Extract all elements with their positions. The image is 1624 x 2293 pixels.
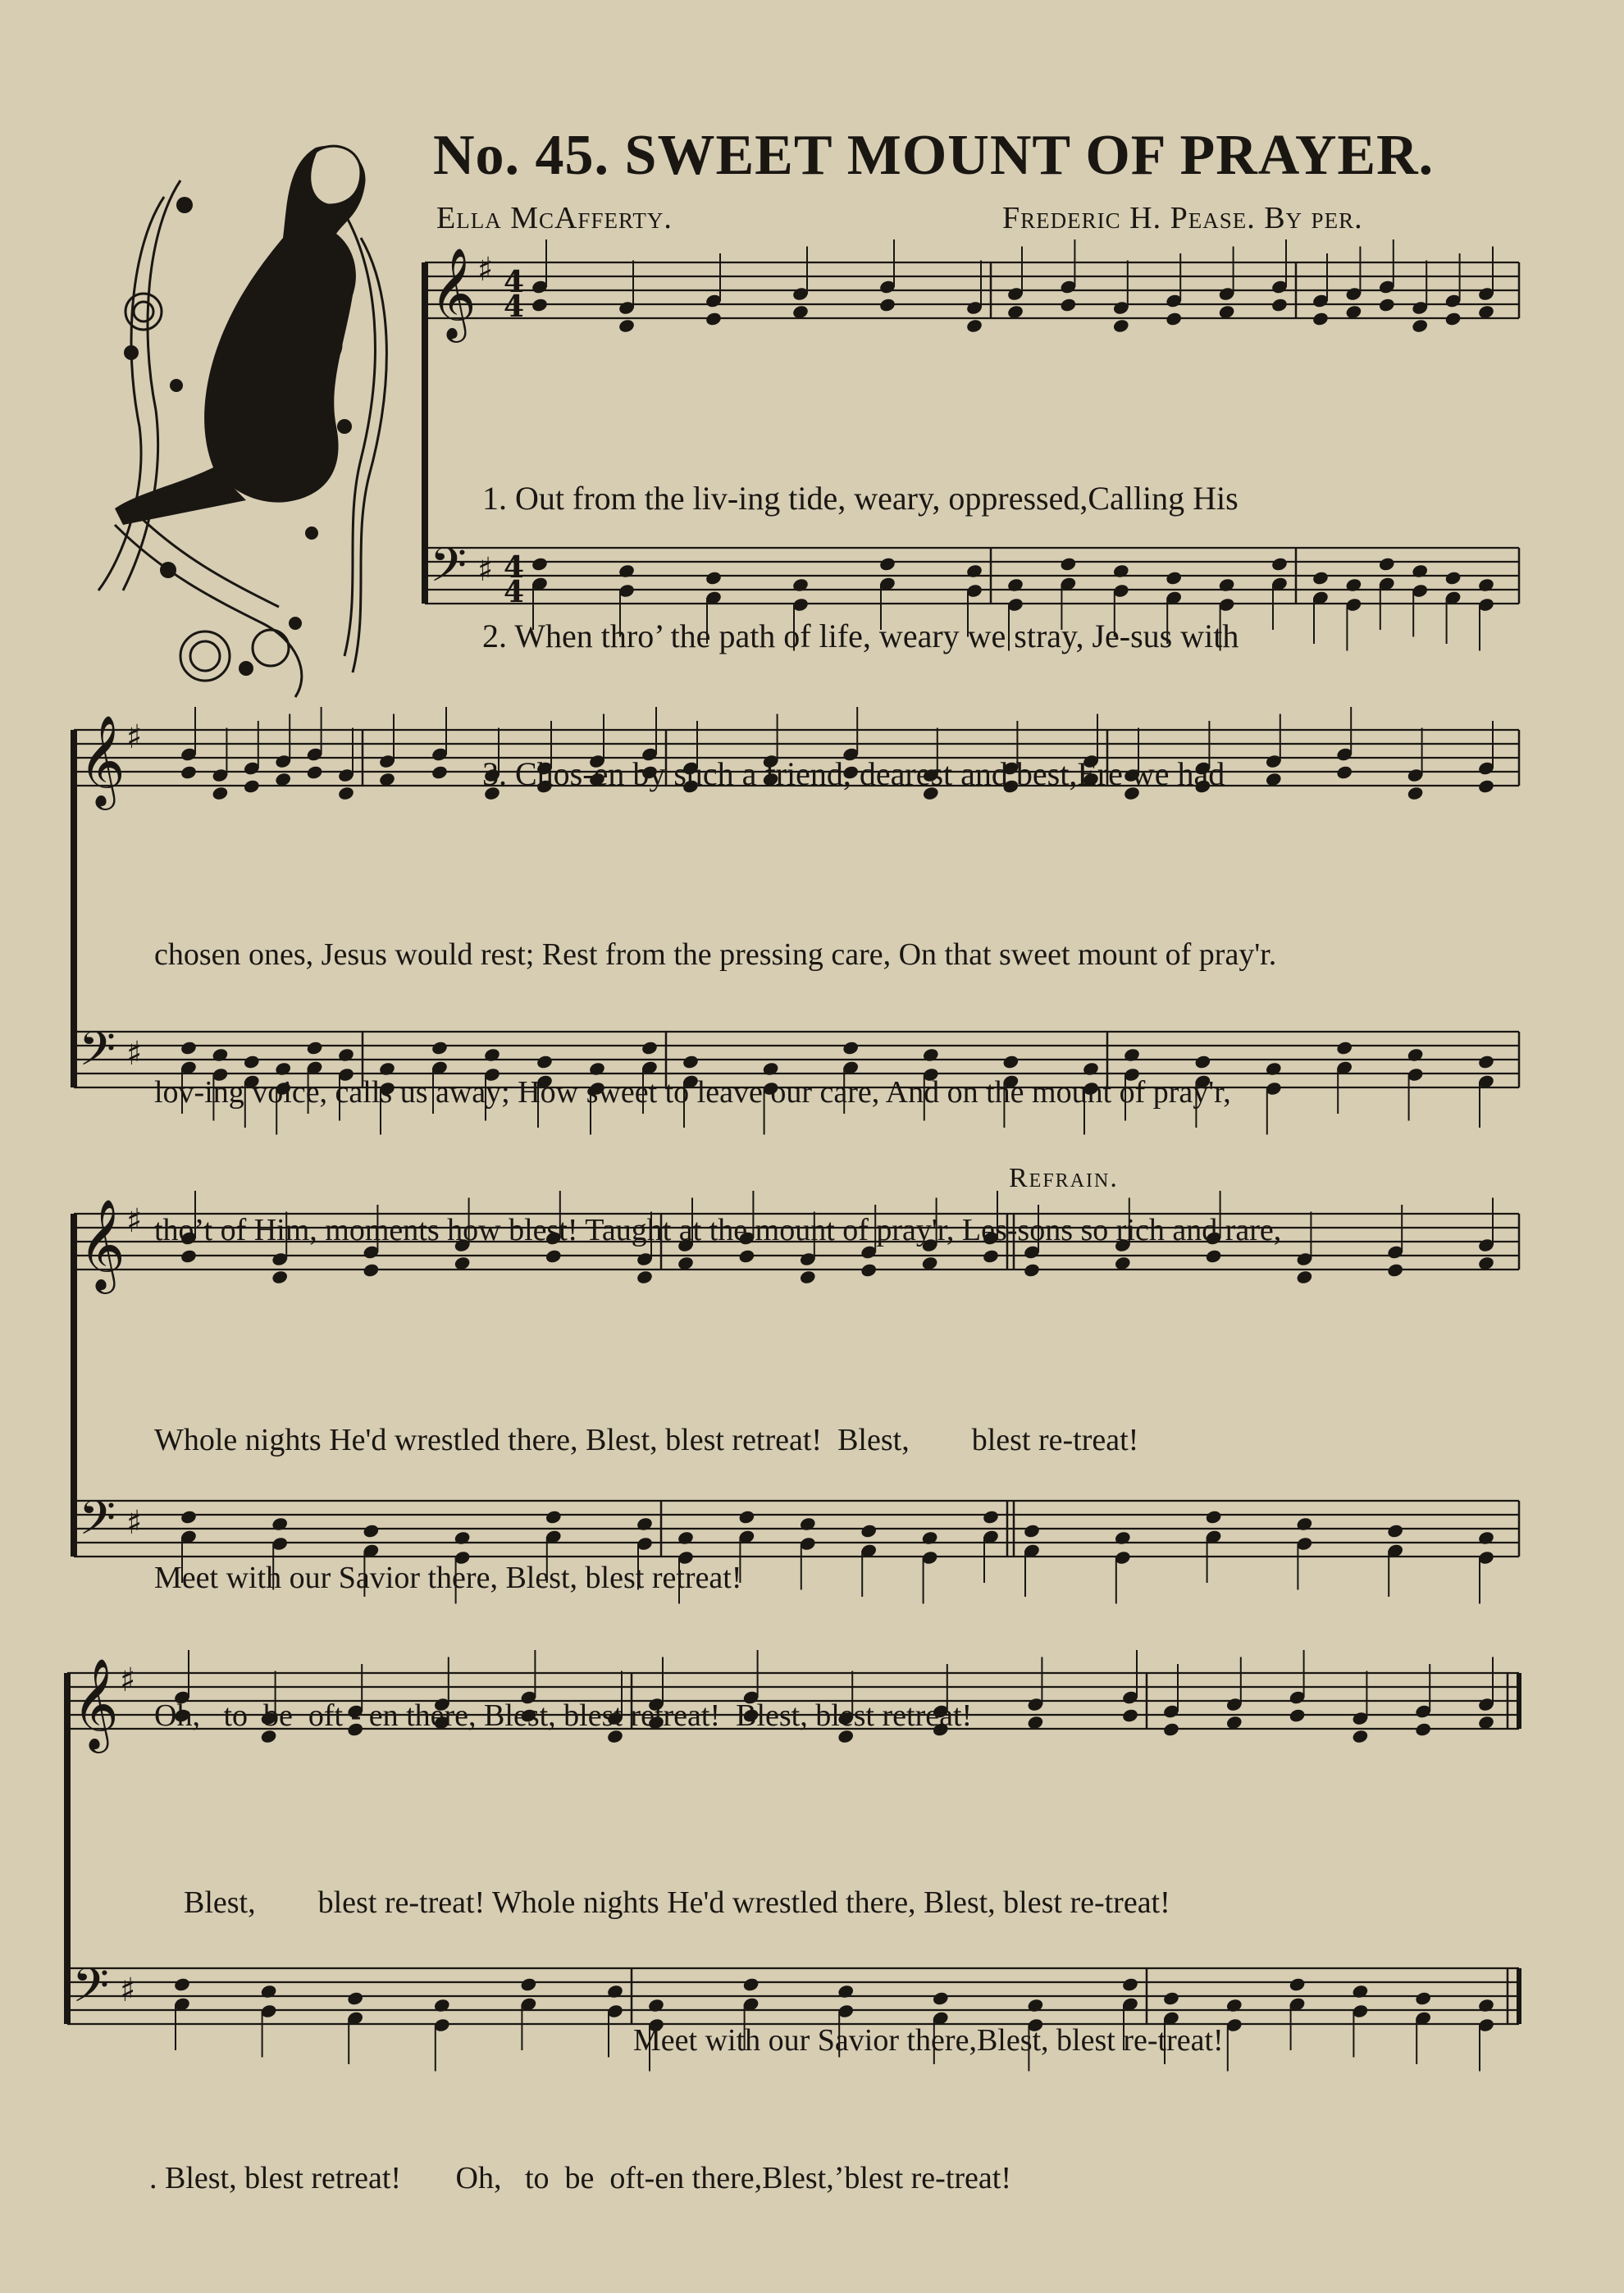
note-head xyxy=(1060,297,1078,312)
bass-clef: 𝄢 xyxy=(430,537,468,604)
treble-clef: 𝄞 xyxy=(72,1657,119,1749)
note-head xyxy=(1162,1721,1180,1737)
key-sharp: ♯ xyxy=(126,1035,143,1073)
note-head xyxy=(1477,1054,1495,1069)
note-head xyxy=(1352,1984,1370,1999)
note-head xyxy=(1205,1509,1223,1525)
note-head xyxy=(618,318,636,334)
note-head xyxy=(1477,778,1495,794)
verse-line-2: 2. When thro’ the path of life, weary we stray, Je-sus with xyxy=(482,618,1239,654)
note-head xyxy=(1312,570,1330,586)
treble-clef: 𝄞 xyxy=(430,247,477,339)
note-head xyxy=(1411,318,1429,334)
note-head xyxy=(212,786,230,801)
verse-line-3: tho’t of Him, moments how blest! Taught at the mount of pray'r, Les-sons so rich and rare, xyxy=(154,1213,1282,1247)
bass-clef: 𝄢 xyxy=(79,1490,116,1557)
note-head xyxy=(1477,1530,1495,1546)
verse-line-1: Whole nights He'd wrestled there, Blest, blest retreat! Blest, blest re-treat! xyxy=(154,1423,1139,1457)
verse-line-2: Meet with our Savior there, Blest, blest retreat! xyxy=(154,1561,742,1595)
note-head xyxy=(1352,1729,1370,1744)
note-head xyxy=(531,297,549,312)
note-head xyxy=(1296,1516,1314,1532)
key-sharp: ♯ xyxy=(126,718,143,756)
note-head xyxy=(431,764,449,780)
note-head xyxy=(1386,1523,1404,1539)
key-sharp: ♯ xyxy=(126,1202,143,1240)
note-head xyxy=(1386,1262,1404,1278)
note-head xyxy=(306,764,324,780)
note-head xyxy=(1407,786,1425,801)
time-signature: 4 xyxy=(504,575,525,609)
system1-verses xyxy=(482,384,1239,889)
note-head xyxy=(878,297,896,312)
note-head xyxy=(1112,318,1130,334)
note-head xyxy=(1225,1998,1243,2013)
note-head xyxy=(705,311,723,326)
system3-verses xyxy=(154,1325,1138,1830)
note-head xyxy=(1289,1976,1307,1992)
composer-credit: Frederic H. Pease. By per. xyxy=(1002,201,1363,235)
note-head xyxy=(1444,311,1462,326)
note-head xyxy=(1270,297,1289,312)
lyricist-credit: Ella McAfferty. xyxy=(436,201,673,235)
note-head xyxy=(1477,1998,1495,2013)
verse-line-3: 3. Chos-en by such a friend, dearest and best,Ere we had xyxy=(482,755,1225,792)
note-head xyxy=(1414,1721,1432,1737)
system4-verses xyxy=(149,1788,1224,2293)
bass-clef: 𝄢 xyxy=(72,1958,110,2025)
note-head xyxy=(965,318,983,334)
treble-clef: 𝄞 xyxy=(79,1198,125,1290)
verse-line-3: Oh, to be oft - en there, Blest, blest retreat! Blest, blest retreat! xyxy=(154,1698,973,1733)
verse-line-2: Meet with our Savior there,Blest, blest re-treat! xyxy=(633,2023,1224,2058)
note-head xyxy=(1345,577,1363,593)
verse-line-1: Blest, blest re-treat! Whole nights He'd wrestled there, Blest, blest re-treat! xyxy=(184,1885,1170,1920)
refrain-label: Refrain. xyxy=(1009,1163,1119,1193)
note-head xyxy=(1407,1047,1425,1063)
note-head xyxy=(1296,1270,1314,1285)
note-head xyxy=(1335,764,1353,780)
note-head xyxy=(1335,1040,1353,1055)
note-head xyxy=(1411,563,1429,579)
time-signature: 4 xyxy=(504,265,525,299)
note-head xyxy=(1477,577,1495,593)
note-head xyxy=(1289,1707,1307,1723)
note-head xyxy=(180,764,198,780)
note-head xyxy=(1312,311,1330,326)
note-head xyxy=(1378,556,1396,572)
time-signature: 4 xyxy=(504,289,525,324)
key-sharp: ♯ xyxy=(126,1504,143,1542)
note-head xyxy=(337,786,355,801)
note-head xyxy=(1444,570,1462,586)
key-sharp: ♯ xyxy=(477,251,494,289)
bass-clef: 𝄢 xyxy=(79,1021,116,1088)
verse-line-1: 1. Out from the liv-ing tide, weary, oppressed,Calling His xyxy=(482,480,1239,517)
verse-line-1: chosen ones, Jesus would rest; Rest from the pressing care, On that sweet mount of pray'r. xyxy=(154,937,1277,972)
verse-line-3: . Blest, blest retreat! Oh, to be oft-en there,Blest,ʼblest re-treat! xyxy=(149,2161,1011,2195)
hymn-title: No. 45. SWEET MOUNT OF PRAYER. xyxy=(433,124,1435,187)
verse-line-2: lov-ing voice, calls us away; How sweet to leave our care, And on the mount of pray'r, xyxy=(154,1075,1231,1110)
note-head xyxy=(1270,556,1289,572)
note-head xyxy=(1414,1990,1432,2006)
key-sharp: ♯ xyxy=(120,1972,136,2009)
note-head xyxy=(1165,311,1183,326)
system2-verses xyxy=(154,840,1281,1345)
note-head xyxy=(243,778,261,794)
key-sharp: ♯ xyxy=(477,551,494,589)
note-head xyxy=(1378,297,1396,312)
treble-clef: 𝄞 xyxy=(79,714,125,806)
key-sharp: ♯ xyxy=(120,1662,136,1699)
time-signature: 4 xyxy=(504,550,525,585)
